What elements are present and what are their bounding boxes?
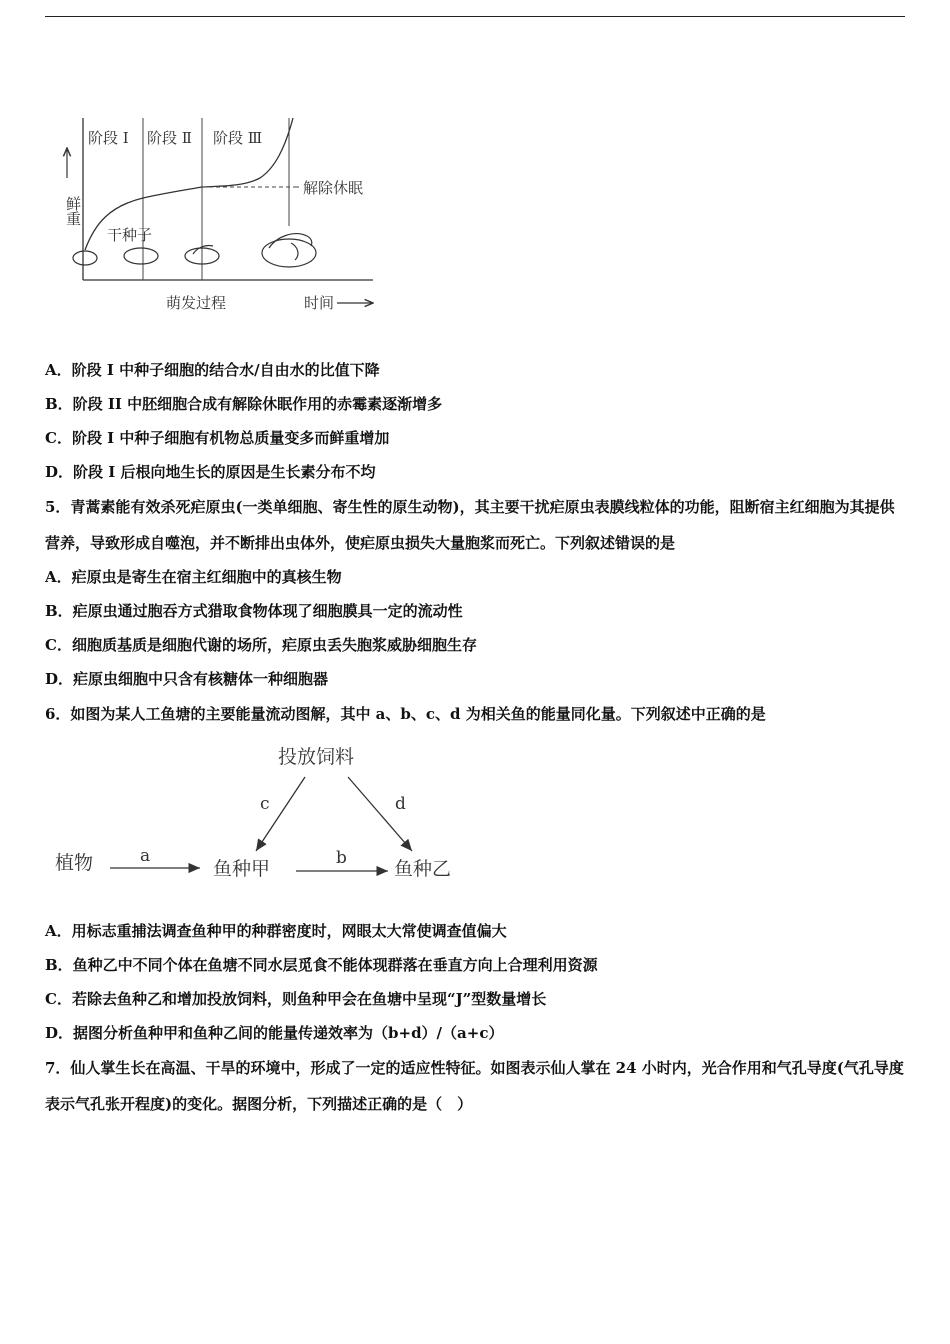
q4-option-d: D．阶段 I 后根向地生长的原因是生长素分布不均 — [45, 463, 376, 481]
energy-flow-figure — [50, 735, 480, 890]
label-b: b — [336, 848, 347, 868]
stage3-label: 阶段 Ⅲ — [213, 129, 263, 147]
arrow-c — [256, 777, 305, 851]
x-axis-label-process: 萌发过程 — [166, 294, 227, 312]
q4-option-a: A．阶段 I 中种子细胞的结合水/自由水的比值下降 — [45, 361, 380, 379]
q6-stem: 6．如图为某人工鱼塘的主要能量流动图解，其中 a、b、c、d 为相关鱼的能量同化量。下列叙述中正确的是 — [45, 705, 766, 723]
q5-stem: 5．青蒿素能有效杀死疟原虫(一类单细胞、寄生性的原生动物)，其主要干扰疟原虫表膜线粒体的功能，阻断宿主红细胞为其提供营养，导致形成自噬泡，并不断排出虫体外，使疟原虫损失大量胞浆而死亡。下列叙述错误的是 — [45, 498, 895, 552]
label-a: a — [140, 846, 151, 866]
q6-option-b: B．鱼种乙中不同个体在鱼塘不同水层觅食不能体现群落在垂直方向上合理利用资源 — [45, 956, 598, 974]
germination-figure — [55, 108, 400, 323]
q7-stem: 7．仙人掌生长在高温、干旱的环境中，形成了一定的适应性特征。如图表示仙人掌在 24 小时内，光合作用和气孔导度(气孔导度表示气孔张开程度)的变化。据图分析，下列描述正确的是（ ） — [45, 1059, 904, 1113]
q6-option-a: A．用标志重捕法调查鱼种甲的种群密度时，网眼太大常使调查值偏大 — [45, 922, 507, 940]
q5-option-d: D．疟原虫细胞中只含有核糖体一种细胞器 — [45, 670, 329, 688]
q5-option-a: A．疟原虫是寄生在宿主红细胞中的真核生物 — [45, 568, 342, 586]
q5-option-c: C．细胞质基质是细胞代谢的场所，疟原虫丢失胞浆威胁细胞生存 — [45, 636, 477, 654]
feed-label: 投放饲料 — [278, 746, 355, 768]
q4-option-b: B．阶段 II 中胚细胞合成有解除休眠作用的赤霉素逐渐增多 — [45, 395, 443, 413]
q5-option-b: B．疟原虫通过胞吞方式猎取食物体现了细胞膜具一定的流动性 — [45, 602, 463, 620]
stage2-label: 阶段 Ⅱ — [147, 129, 192, 147]
dry-seed-label: 干种子 — [107, 226, 153, 244]
stage1-label: 阶段 Ⅰ — [88, 129, 129, 147]
q6-option-d: D．据图分析鱼种甲和鱼种乙间的能量传递效率为（b+d）/（a+c） — [45, 1024, 504, 1042]
arrow-d — [348, 777, 412, 851]
header-rule — [45, 16, 905, 17]
fish-a-label: 鱼种甲 — [213, 858, 271, 880]
label-c: c — [260, 794, 270, 814]
y-axis-label: 鲜重 — [64, 196, 82, 226]
plant-label: 植物 — [55, 852, 94, 874]
dormancy-label: 解除休眠 — [303, 179, 364, 197]
q6-option-c: C．若除去鱼种乙和增加投放饲料，则鱼种甲会在鱼塘中呈现“J”型数量增长 — [45, 990, 547, 1008]
x-axis-label-time: 时间 — [304, 294, 335, 312]
fish-b-label: 鱼种乙 — [394, 858, 452, 880]
label-d: d — [395, 794, 406, 814]
q4-option-c: C．阶段 I 中种子细胞有机物总质量变多而鲜重增加 — [45, 429, 390, 447]
